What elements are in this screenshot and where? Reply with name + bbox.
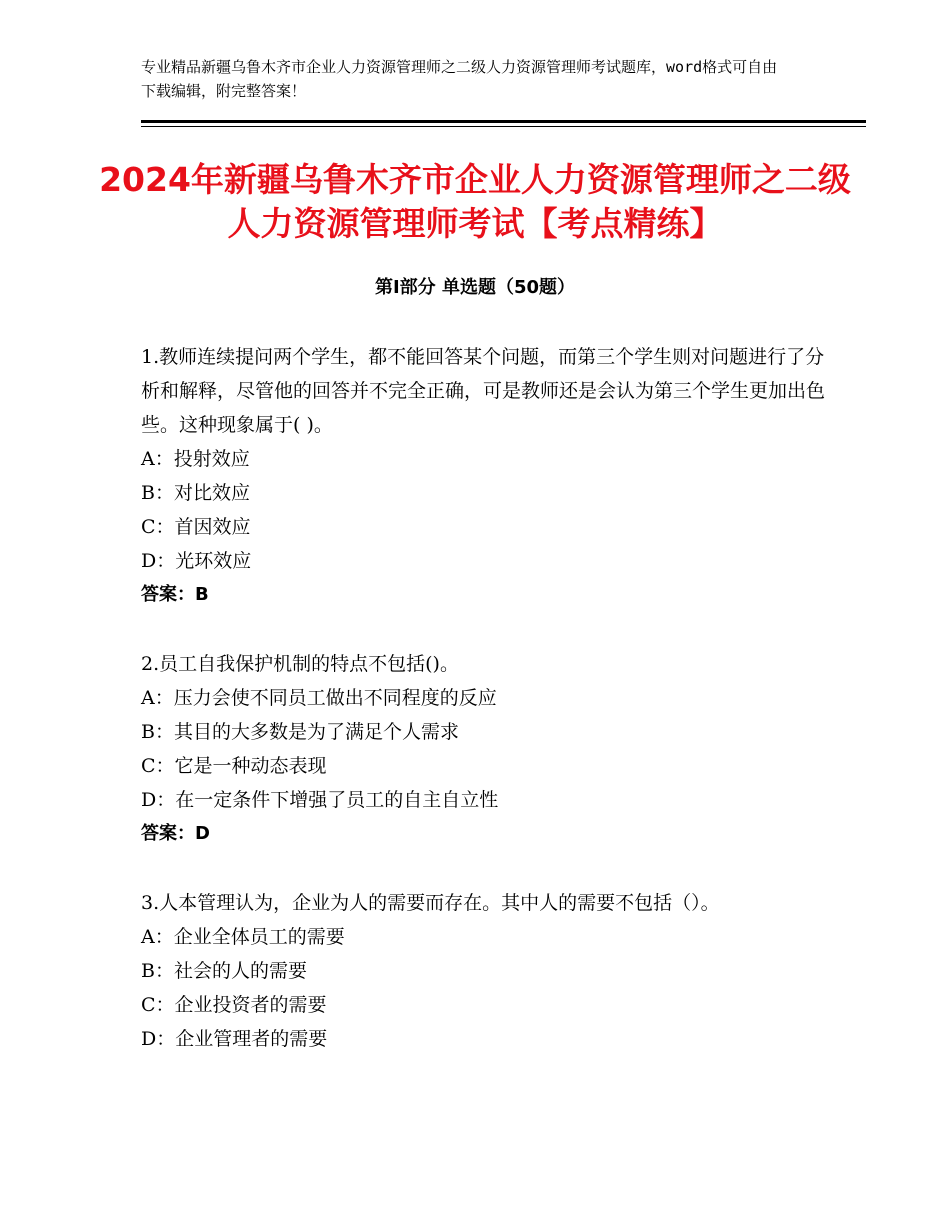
document-title: 2024年新疆乌鲁木齐市企业人力资源管理师之二级人力资源管理师考试【考点精练】 (99, 160, 851, 243)
option-c: C：它是一种动态表现 (141, 755, 327, 777)
question-2 (141, 647, 841, 851)
header-note: 专业精品新疆乌鲁木齐市企业人力资源管理师之二级人力资源管理师考试题库，word格式可自由下载编辑，附完整答案！ (141, 58, 778, 100)
section-heading: 第Ⅰ部分 单选题（50题） (374, 277, 575, 298)
option-b: B：其目的大多数是为了满足个人需求 (141, 721, 459, 743)
option-d: D：光环效应 (141, 550, 252, 572)
answer: 答案：B (141, 584, 209, 605)
option-b: B：社会的人的需要 (141, 960, 307, 982)
question-1 (141, 340, 841, 612)
option-d: D：企业管理者的需要 (141, 1028, 328, 1050)
header-rule-thick (141, 120, 866, 123)
option-b: B：对比效应 (141, 482, 250, 504)
option-a: A：企业全体员工的需要 (141, 926, 345, 948)
option-d: D：在一定条件下增强了员工的自主自立性 (141, 789, 499, 811)
question-3 (141, 886, 841, 1056)
question-stem: 3.人本管理认为，企业为人的需要而存在。其中人的需要不包括（）。 (141, 892, 720, 914)
answer: 答案：D (141, 823, 210, 844)
option-c: C：企业投资者的需要 (141, 994, 327, 1016)
option-a: A：压力会使不同员工做出不同程度的反应 (141, 687, 497, 709)
question-stem: 1.教师连续提问两个学生，都不能回答某个问题，而第三个学生则对问题进行了分析和解释，尽管他的回答并不完全正确，可是教师还是会认为第三个学生更加出色些。这种现象属于( )。 (141, 346, 826, 436)
option-a: A：投射效应 (141, 448, 250, 470)
header-rule-thin (141, 126, 866, 127)
question-stem: 2.员工自我保护机制的特点不包括()。 (141, 653, 459, 675)
option-c: C：首因效应 (141, 516, 251, 538)
